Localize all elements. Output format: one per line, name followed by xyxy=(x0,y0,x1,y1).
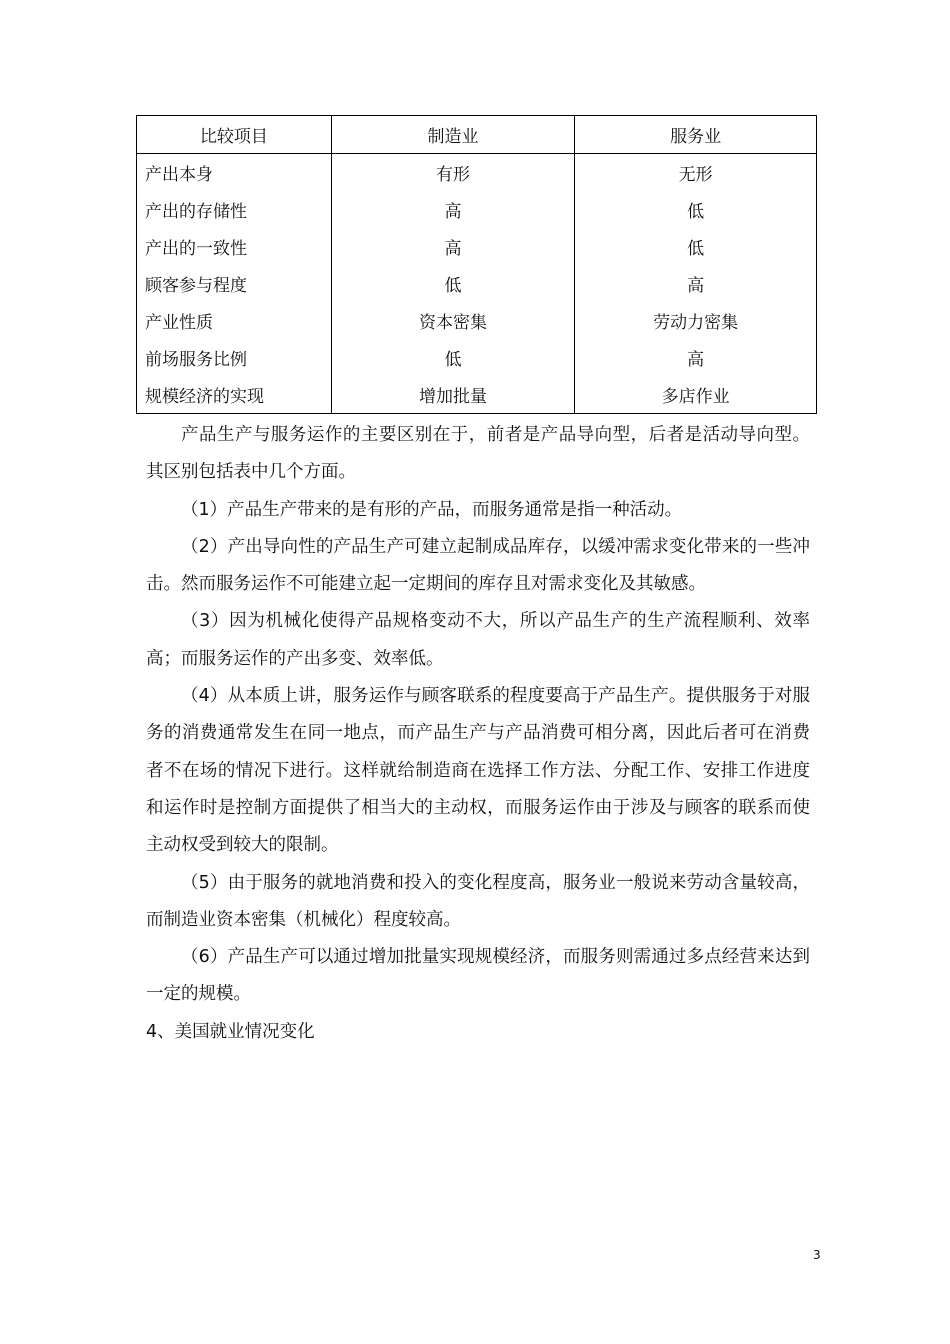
table-row xyxy=(137,191,817,228)
table-row xyxy=(137,339,817,376)
service-value: 高 xyxy=(575,339,817,376)
table-row xyxy=(137,265,817,302)
service-value: 劳动力密集 xyxy=(575,302,817,339)
point-5-paragraph: （5）由于服务的就地消费和投入的变化程度高，服务业一般说来劳动含量较高，而制造业资本密集（机械化）程度较高。 xyxy=(146,872,810,930)
section-heading: 4、美国就业情况变化 xyxy=(146,1021,315,1042)
table-header-row xyxy=(137,116,817,154)
manufacturing-value: 增加批量 xyxy=(331,376,575,414)
manufacturing-value: 资本密集 xyxy=(331,302,575,339)
intro-paragraph: 产品生产与服务运作的主要区别在于，前者是产品导向型，后者是活动导向型。其区别包括表中几个方面。 xyxy=(146,425,810,483)
manufacturing-value: 有形 xyxy=(331,154,575,192)
manufacturing-value: 低 xyxy=(331,265,575,302)
header-cell-manufacturing: 制造业 xyxy=(331,116,575,154)
point-3-paragraph: （3）因为机械化使得产品规格变动不大，所以产品生产的生产流程顺利、效率高；而服务运作的产出多变、效率低。 xyxy=(146,611,810,669)
row-label: 产业性质 xyxy=(137,302,332,339)
table-row xyxy=(137,376,817,414)
manufacturing-value: 高 xyxy=(331,228,575,265)
point-1-paragraph: （1）产品生产带来的是有形的产品，而服务通常是指一种活动。 xyxy=(181,499,683,520)
comparison-table xyxy=(136,115,817,414)
row-label: 顾客参与程度 xyxy=(137,265,332,302)
page-number: 3 xyxy=(813,1248,821,1262)
table-row xyxy=(137,228,817,265)
table-row xyxy=(137,302,817,339)
row-label: 前场服务比例 xyxy=(137,339,332,376)
service-value: 高 xyxy=(575,265,817,302)
manufacturing-value: 低 xyxy=(331,339,575,376)
body-text xyxy=(146,417,810,1051)
row-label: 产出的存储性 xyxy=(137,191,332,228)
row-label: 产出本身 xyxy=(137,154,332,192)
service-value: 无形 xyxy=(575,154,817,192)
row-label: 规模经济的实现 xyxy=(137,376,332,414)
table-row xyxy=(137,154,817,192)
header-cell-service: 服务业 xyxy=(575,116,817,154)
service-value: 低 xyxy=(575,191,817,228)
point-6-paragraph: （6）产品生产可以通过增加批量实现规模经济，而服务则需通过多点经营来达到一定的规模。 xyxy=(146,947,810,1005)
service-value: 低 xyxy=(575,228,817,265)
manufacturing-value: 高 xyxy=(331,191,575,228)
point-4-paragraph: （4）从本质上讲，服务运作与顾客联系的程度要高于产品生产。提供服务于对服务的消费通常发生在同一地点，而产品生产与产品消费可相分离，因此后者可在消费者不在场的情况下进行。这样就给制造商在选择工作方法、分配工作、安排工作进度和运作时是控制方面提供了相当大的主动权，而服务运作由于涉及与顾客的联系而使主动权受到较大的限制。 xyxy=(146,686,810,856)
point-2-paragraph: （2）产出导向性的产品生产可建立起制成品库存，以缓冲需求变化带来的一些冲击。然而服务运作不可能建立起一定期间的库存且对需求变化及其敏感。 xyxy=(146,536,810,595)
header-cell-item: 比较项目 xyxy=(137,116,332,154)
service-value: 多店作业 xyxy=(575,376,817,414)
row-label: 产出的一致性 xyxy=(137,228,332,265)
